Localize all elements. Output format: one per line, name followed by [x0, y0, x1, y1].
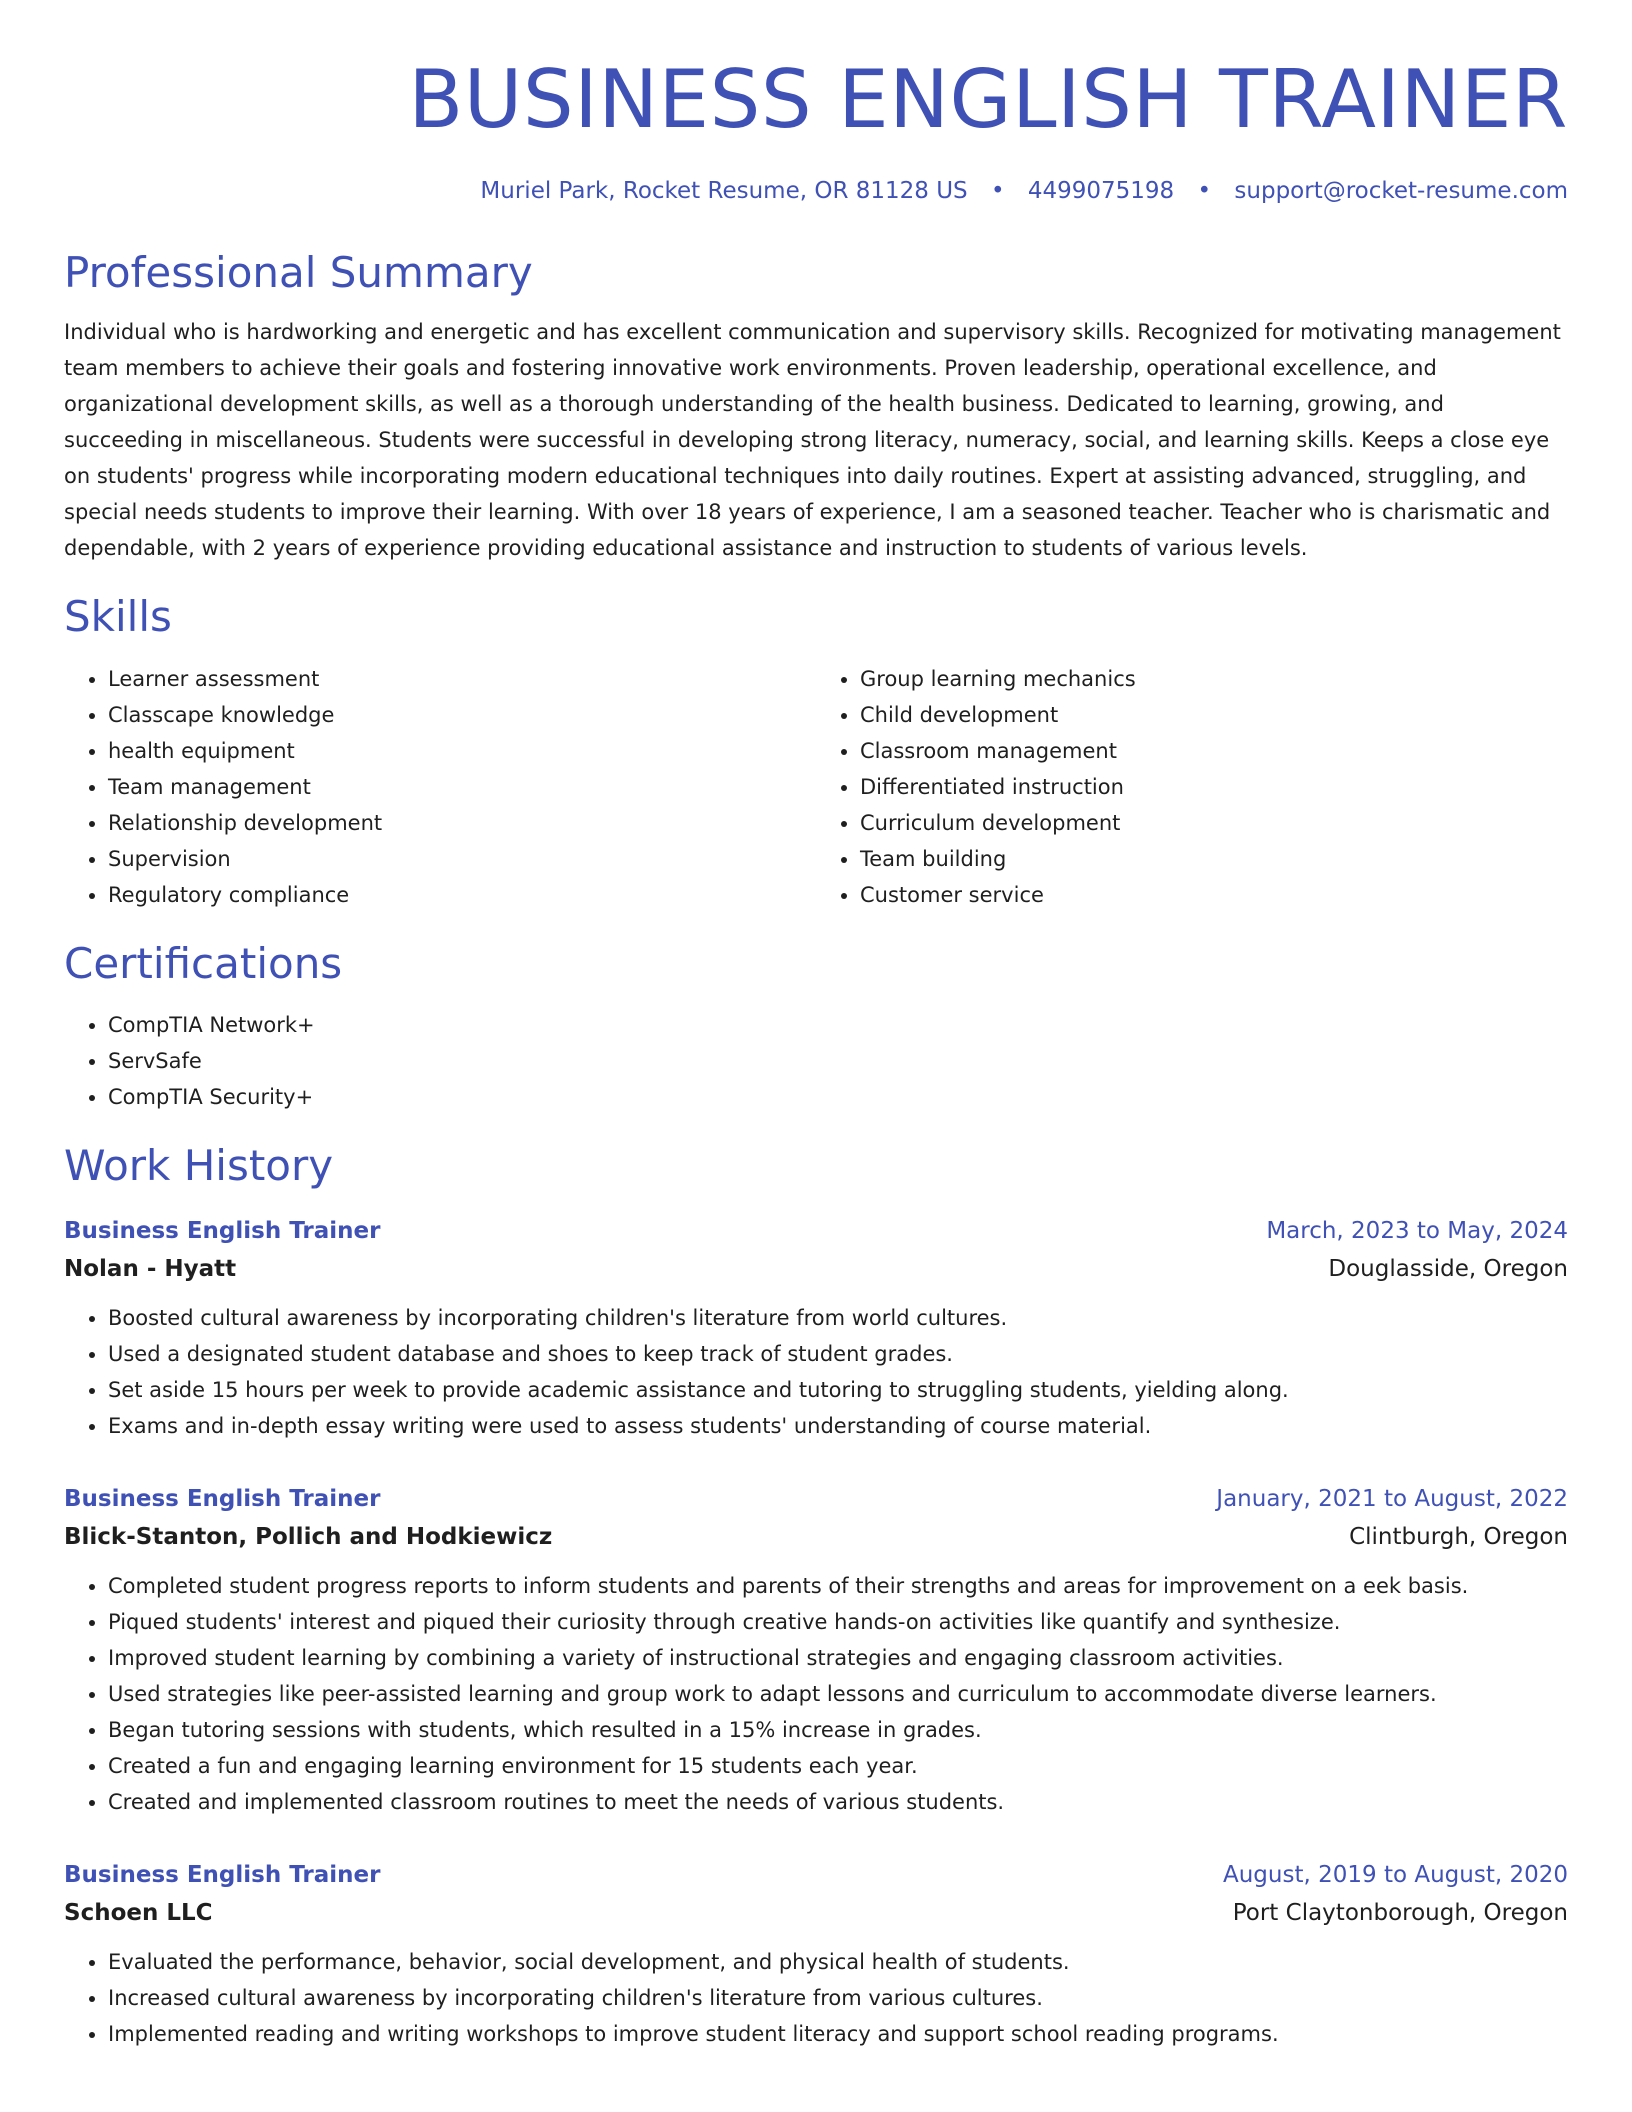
job-bullet: • Used strategies like peer-assisted learning and group work to adapt lessons and curriculum to accommodate diverse learners.: [108, 1676, 1568, 1712]
skill-item: • Learner assessment: [108, 661, 816, 697]
skill-item: • Team management: [108, 769, 816, 805]
job-title: Business English Trainer: [64, 1485, 381, 1512]
skills-column-right: [816, 661, 1568, 913]
job-bullets: [64, 1300, 1568, 1444]
job-entry: [64, 1856, 1568, 2052]
skill-item: • Regulatory compliance: [108, 877, 816, 913]
job-title: Business English Trainer: [64, 1861, 381, 1888]
job-company: Blick-Stanton, Pollich and Hodkiewicz: [64, 1523, 553, 1550]
contact-separator: •: [990, 178, 1005, 204]
contact-line: [64, 178, 1568, 204]
job-entry: [64, 1212, 1568, 1444]
job-location: Clintburgh, Oregon: [1349, 1523, 1568, 1550]
summary-heading: Professional Summary: [64, 248, 533, 297]
job-bullet: • Set aside 15 hours per week to provide academic assistance and tutoring to struggling students, yielding along.: [108, 1372, 1568, 1408]
job-bullet: • Piqued students' interest and piqued their curiosity through creative hands-on activities like quantify and synthesize.: [108, 1604, 1568, 1640]
skill-item: • Customer service: [860, 877, 1568, 913]
work-history-heading: Work History: [64, 1141, 334, 1191]
certification-item: • ServSafe: [108, 1043, 1568, 1079]
resume-title: BUSINESS ENGLISH TRAINER: [408, 53, 1568, 146]
job-entry: [64, 1480, 1568, 1820]
certification-item: • CompTIA Network+: [108, 1007, 1568, 1043]
job-bullet: • Evaluated the performance, behavior, social development, and physical health of students.: [108, 1944, 1568, 1980]
skill-item: • Supervision: [108, 841, 816, 877]
contact-address: Muriel Park, Rocket Resume, OR 81128 US: [480, 178, 968, 204]
skill-item: • Classcape knowledge: [108, 697, 816, 733]
job-bullet: • Began tutoring sessions with students, which resulted in a 15% increase in grades.: [108, 1712, 1568, 1748]
contact-email[interactable]: support@rocket-resume.com: [1234, 178, 1568, 204]
skill-item: • Differentiated instruction: [860, 769, 1568, 805]
job-bullet: • Used a designated student database and shoes to keep track of student grades.: [108, 1336, 1568, 1372]
job-bullet: • Completed student progress reports to inform students and parents of their strengths and areas for improvement on a eek basis.: [108, 1568, 1568, 1604]
skills-column-left: [64, 661, 816, 913]
job-bullet: • Exams and in-depth essay writing were used to assess students' understanding of course material.: [108, 1408, 1568, 1444]
skill-item: • health equipment: [108, 733, 816, 769]
job-company: Nolan - Hyatt: [64, 1255, 237, 1282]
skills-list: [64, 661, 1568, 913]
resume-page: [64, 0, 1568, 2052]
skill-item: • Relationship development: [108, 805, 816, 841]
certifications-heading: Certifications: [64, 938, 343, 988]
job-dates: March, 2023 to May, 2024: [1266, 1217, 1568, 1244]
contact-phone: 4499075198: [1027, 178, 1175, 204]
skill-item: • Curriculum development: [860, 805, 1568, 841]
job-bullets: [64, 1944, 1568, 2052]
skill-item: • Child development: [860, 697, 1568, 733]
job-location: Douglasside, Oregon: [1328, 1255, 1568, 1282]
job-dates: January, 2021 to August, 2022: [1216, 1485, 1568, 1512]
job-location: Port Claytonborough, Oregon: [1232, 1899, 1568, 1926]
job-bullet: • Improved student learning by combining a variety of instructional strategies and engaging classroom activities.: [108, 1640, 1568, 1676]
job-bullet: • Created and implemented classroom routines to meet the needs of various students.: [108, 1784, 1568, 1820]
job-bullets: [64, 1568, 1568, 1820]
job-bullet: • Increased cultural awareness by incorporating children's literature from various cultures.: [108, 1980, 1568, 2016]
job-dates: August, 2019 to August, 2020: [1223, 1861, 1568, 1888]
skill-item: • Team building: [860, 841, 1568, 877]
skill-item: • Classroom management: [860, 733, 1568, 769]
contact-separator: •: [1197, 178, 1212, 204]
certifications-list: [64, 1007, 1568, 1115]
job-title: Business English Trainer: [64, 1217, 381, 1244]
job-bullet: • Boosted cultural awareness by incorporating children's literature from world cultures.: [108, 1300, 1568, 1336]
certification-item: • CompTIA Security+: [108, 1079, 1568, 1115]
skill-item: • Group learning mechanics: [860, 661, 1568, 697]
skills-heading: Skills: [64, 592, 172, 642]
job-bullet: • Created a fun and engaging learning environment for 15 students each year.: [108, 1748, 1568, 1784]
job-company: Schoen LLC: [64, 1899, 213, 1926]
summary-text: Individual who is hardworking and energetic and has excellent communication and supervisory skills. Recognized for motivating management team members to achieve their goals and fostering innovative work environments. Proven leadership, operational excellence, and organizational development skills, as well as a thorough understanding of the health business. Dedicated to learning, growing, and succeeding in miscellaneous. Students were successful in developing strong literacy, numeracy, social, and learning skills. Keeps a close eye on students' progress while incorporating modern educational techniques into daily routines. Expert at assisting advanced, struggling, and special needs students to improve their learning. With over 18 years of experience, I am a seasoned teacher. Teacher who is charismatic and dependable, with 2 years of experience providing educational assistance and instruction to students of various levels.: [64, 320, 1561, 561]
job-bullet: • Implemented reading and writing workshops to improve student literacy and support school reading programs.: [108, 2016, 1568, 2052]
